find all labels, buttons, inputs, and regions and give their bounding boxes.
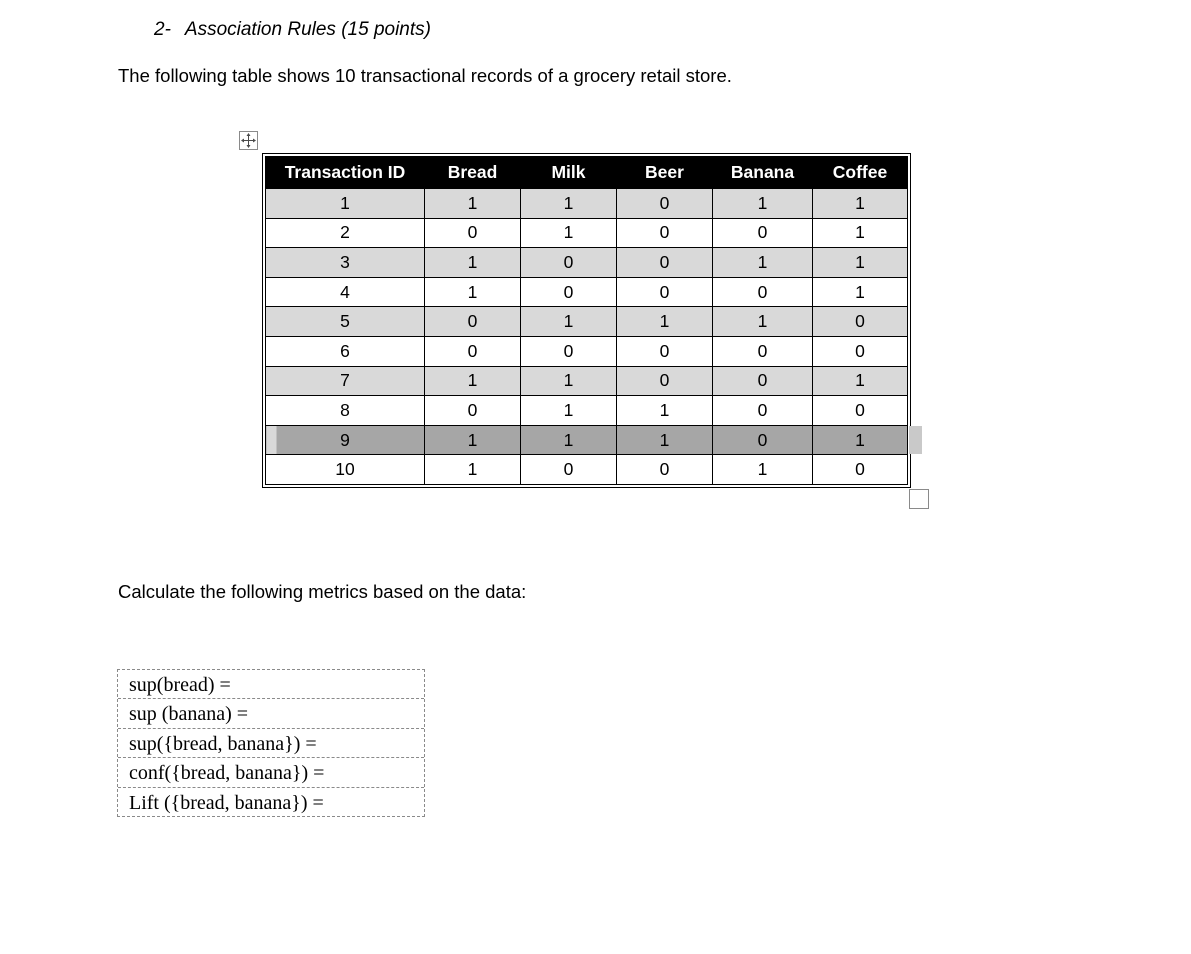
table-cell: 1	[521, 425, 617, 455]
table-cell: 1	[813, 248, 908, 278]
table-cell: 1	[813, 218, 908, 248]
table-cell: 1	[425, 248, 521, 278]
table-cell: 3	[266, 248, 425, 278]
table-row	[266, 218, 908, 248]
metric-row[interactable]: sup (banana) =	[118, 699, 424, 728]
table-cell: 7	[266, 366, 425, 396]
column-header-bread: Bread	[425, 157, 521, 189]
table-cell: 0	[521, 248, 617, 278]
table-cell: 1	[713, 189, 813, 219]
table-cell: 0	[617, 189, 713, 219]
table-resize-icon[interactable]	[909, 489, 929, 509]
table-cell: 0	[617, 218, 713, 248]
intro-paragraph: The following table shows 10 transactional records of a grocery retail store.	[118, 65, 732, 86]
section-heading	[154, 19, 431, 41]
table-cell: 1	[617, 425, 713, 455]
table-cell: 0	[617, 336, 713, 366]
table-cell: 0	[813, 336, 908, 366]
table-cell: 0	[521, 277, 617, 307]
table-cell: 0	[713, 396, 813, 426]
table-row	[266, 248, 908, 278]
table-cell: 0	[713, 366, 813, 396]
metrics-box	[117, 669, 425, 817]
table-row	[266, 307, 908, 337]
column-header-banana: Banana	[713, 157, 813, 189]
metric-row[interactable]: Lift ({bread, banana}) =	[129, 791, 324, 814]
calc-instructions: Calculate the following metrics based on the data:	[118, 581, 527, 602]
table-cell: 0	[617, 366, 713, 396]
table-cell: 0	[425, 396, 521, 426]
transactions-table-frame	[262, 153, 911, 488]
column-header-transaction-id: Transaction ID	[266, 157, 425, 189]
table-cell: 1	[813, 277, 908, 307]
table-row	[266, 336, 908, 366]
table-cell: 1	[425, 277, 521, 307]
table-cell: 1	[521, 307, 617, 337]
table-cell: 1	[617, 396, 713, 426]
table-cell: 0	[813, 455, 908, 485]
table-cell: 1	[425, 189, 521, 219]
table-cell: 0	[425, 336, 521, 366]
table-cell: 0	[617, 277, 713, 307]
table-cell: 1	[521, 218, 617, 248]
table-cell: 1	[425, 366, 521, 396]
table-cell: 10	[266, 455, 425, 485]
metric-row[interactable]: sup({bread, banana}) =	[118, 729, 424, 758]
transactions-table	[265, 156, 908, 485]
move-arrows-icon[interactable]	[239, 131, 258, 150]
section-number: 2-	[154, 19, 171, 40]
column-header-coffee: Coffee	[813, 157, 908, 189]
table-row	[266, 366, 908, 396]
metric-row[interactable]: sup(bread) =	[118, 670, 424, 699]
table-cell: 4	[266, 277, 425, 307]
table-cell: 1	[813, 189, 908, 219]
table-cell: 1	[713, 455, 813, 485]
table-cell: 1	[813, 366, 908, 396]
table-cell: 0	[713, 218, 813, 248]
table-cell: 0	[713, 277, 813, 307]
section-title: Association Rules (15 points)	[184, 19, 431, 40]
table-cell: 0	[617, 248, 713, 278]
row-end-marker	[909, 426, 922, 454]
table-cell: 0	[521, 455, 617, 485]
table-cell: 6	[266, 336, 425, 366]
column-header-beer: Beer	[617, 157, 713, 189]
table-cell: 1	[266, 189, 425, 219]
table-cell: 1	[425, 455, 521, 485]
table-row	[266, 425, 908, 455]
table-cell: 0	[713, 336, 813, 366]
table-cell: 1	[425, 425, 521, 455]
table-cell: 1	[521, 189, 617, 219]
table-cell: 1	[713, 307, 813, 337]
table-cell: 1	[521, 366, 617, 396]
table-row	[266, 189, 908, 219]
table-cell: 2	[266, 218, 425, 248]
table-cell: 1	[617, 307, 713, 337]
table-cell: 5	[266, 307, 425, 337]
table-cell: 9	[266, 425, 425, 455]
metric-row[interactable]: conf({bread, banana}) =	[118, 758, 424, 787]
table-cell: 0	[617, 455, 713, 485]
table-cell: 1	[713, 248, 813, 278]
table-cell: 0	[713, 425, 813, 455]
column-header-milk: Milk	[521, 157, 617, 189]
table-cell: 1	[521, 396, 617, 426]
table-cell: 0	[425, 307, 521, 337]
table-cell: 8	[266, 396, 425, 426]
table-cell: 0	[521, 336, 617, 366]
table-header-row	[266, 157, 908, 189]
table-cell: 0	[425, 218, 521, 248]
table-cell: 0	[813, 396, 908, 426]
table-cell: 1	[813, 425, 908, 455]
table-row	[266, 396, 908, 426]
table-row	[266, 277, 908, 307]
table-row	[266, 455, 908, 485]
table-cell: 0	[813, 307, 908, 337]
